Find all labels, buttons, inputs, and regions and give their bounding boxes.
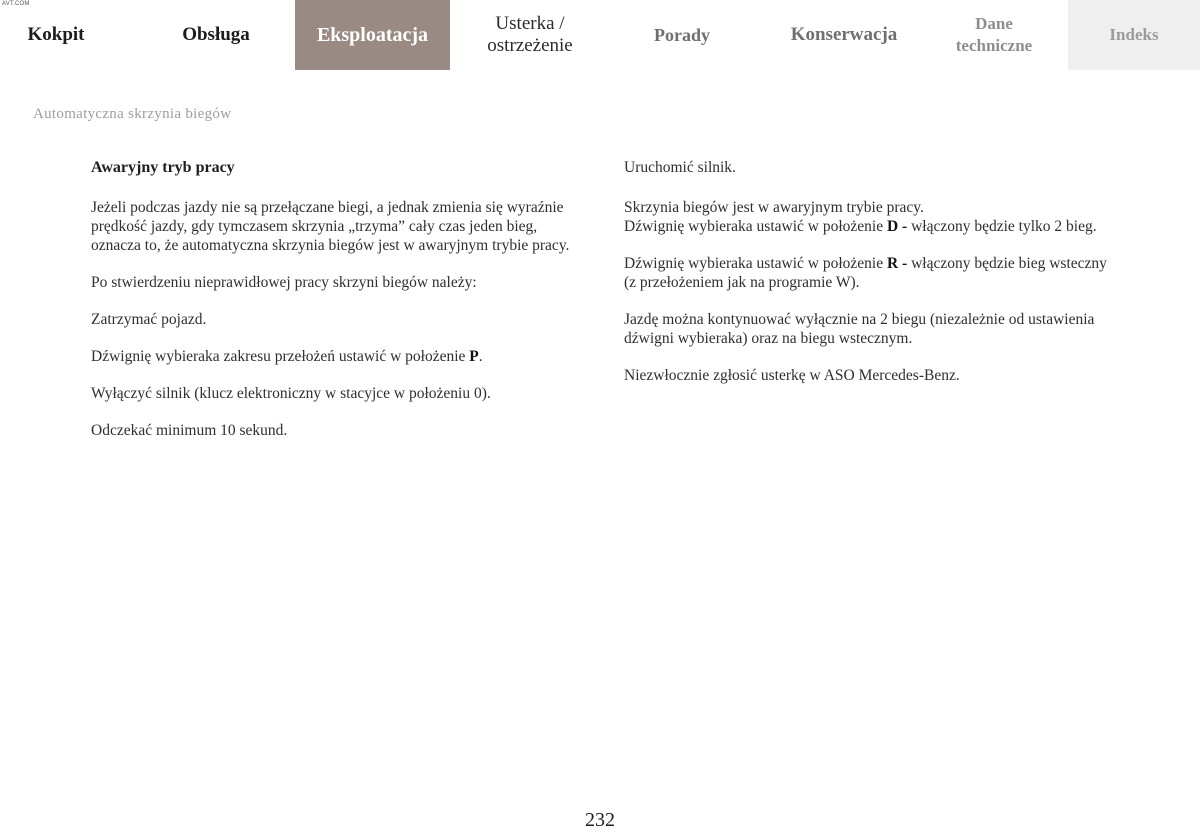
paragraph: [91, 347, 578, 366]
gear-position-p: P: [469, 348, 479, 365]
right-column: [624, 158, 1112, 403]
paragraph: Uruchomić silnik.: [624, 159, 736, 176]
paragraph: Po stwierdzeniu nieprawidłowej pracy skrzyni biegów należy:: [91, 274, 477, 291]
text-run: Dźwignię wybieraka zakresu przełożeń ustawić w położenie: [91, 348, 470, 365]
text-run: Dźwignię wybieraka ustawić w położenie: [624, 255, 887, 272]
tab-label: Konserwacja: [790, 24, 898, 45]
section-tab-bar: [0, 0, 1200, 70]
paragraph: Jazdę można kontynuować wyłącznie na 2 biegu (niezależnie od ustawienia dźwigni wybieraka) oraz na biegu wstecznym.: [624, 311, 1095, 347]
tab-label: Kokpit: [27, 24, 85, 45]
paragraph: Wyłączyć silnik (klucz elektroniczny w stacyjce w położeniu 0).: [91, 385, 491, 402]
tab-label: Obsługa: [182, 24, 250, 45]
breadcrumb: Automatyczna skrzynia biegów: [33, 106, 232, 122]
section-heading: Awaryjny tryb pracy: [91, 159, 235, 176]
tab-konserwacja[interactable]: [760, 0, 928, 70]
tab-eksploatacja[interactable]: [295, 0, 450, 70]
text-run: włączony będzie tylko 2 bieg.: [907, 218, 1097, 235]
site-watermark: AVT.COM: [2, 1, 30, 7]
left-column: [91, 158, 578, 458]
text-run: .: [478, 348, 483, 365]
tab-kokpit[interactable]: [0, 0, 112, 70]
gear-position-r: R -: [886, 255, 908, 272]
text-run: włączony będzie bieg wsteczny (z przełożeniem jak na programie W).: [624, 255, 1107, 291]
tab-obsluga[interactable]: [150, 0, 282, 70]
tab-usterka-ostrzezenie[interactable]: [455, 0, 605, 70]
tab-dane-techniczne[interactable]: [930, 0, 1058, 70]
tab-label: Eksploatacja: [316, 24, 429, 46]
paragraph: [624, 217, 1112, 236]
paragraph: [624, 254, 1112, 292]
tab-label: Usterka / ostrzeżenie: [487, 13, 573, 56]
tab-indeks[interactable]: [1068, 0, 1200, 70]
tab-label: Indeks: [1109, 25, 1159, 44]
paragraph: Niezwłocznie zgłosić usterkę w ASO Mercedes-Benz.: [624, 367, 960, 384]
tab-label: Dane techniczne: [955, 14, 1033, 55]
paragraph: Odczekać minimum 10 sekund.: [91, 422, 288, 439]
text-run: Dźwignię wybieraka ustawić w położenie: [624, 218, 887, 235]
paragraph: Zatrzymać pojazd.: [91, 311, 207, 328]
paragraph: Skrzynia biegów jest w awaryjnym trybie pracy.: [624, 199, 924, 216]
tab-label: Porady: [654, 25, 710, 45]
page-number: 232: [585, 809, 615, 831]
tab-porady[interactable]: [618, 0, 746, 70]
paragraph: Jeżeli podczas jazdy nie są przełączane biegi, a jednak zmienia się wyraźnie prędkość jazdy, gdy tymczasem skrzynia „trzyma” cały czas jeden bieg, oznacza to, że automatyczna skrzynia biegów jest w awaryjnym trybie pracy.: [91, 199, 570, 254]
gear-position-d: D -: [886, 218, 908, 235]
